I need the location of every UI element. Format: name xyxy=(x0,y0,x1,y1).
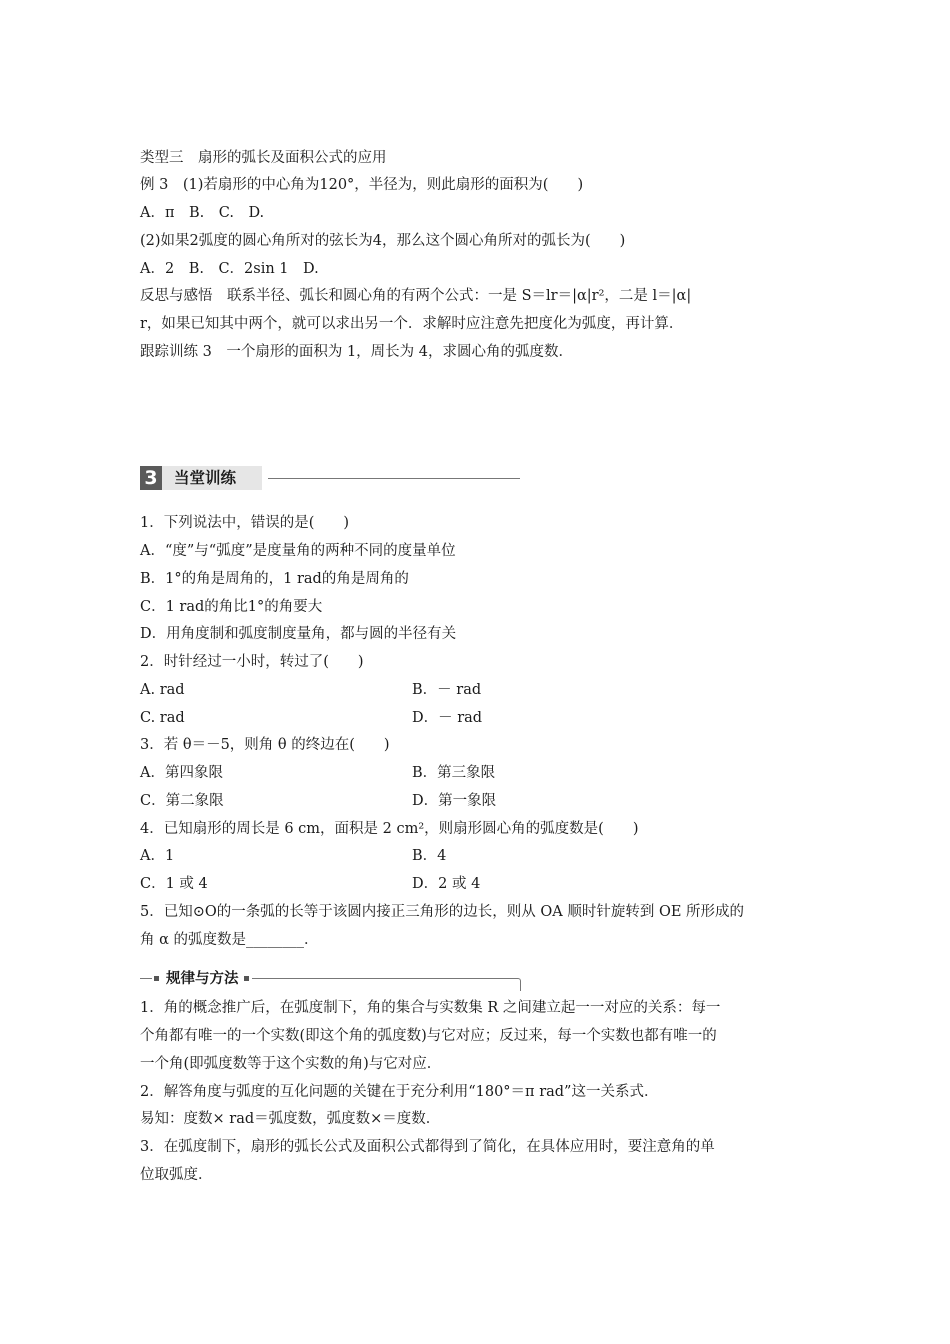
question-1-option-a: A．“度”与“弧度”是度量角的两种不同的度量单位 xyxy=(140,543,456,559)
question-5-line1: 5．已知⊙O的一条弧的长等于该圆内接正三角形的边长，则从 OA 顺时针旋转到 OE 所形成的 xyxy=(140,904,745,920)
type3-heading: 类型三 扇形的弧长及面积公式的应用 xyxy=(140,150,387,166)
rule-3-line1: 3．在弧度制下，扇形的弧长公式及面积公式都得到了简化，在具体应用时，要注意角的单 xyxy=(140,1139,715,1155)
question-3-option-d: D．第一象限 xyxy=(412,793,497,809)
question-1: 1．下列说法中，错误的是( ) xyxy=(140,515,350,531)
question-3-option-b: B．第三象限 xyxy=(412,765,496,781)
example3-part2-options: A．2 B. C．2sin 1 D. xyxy=(140,261,319,277)
question-2-option-c: C. rad xyxy=(140,710,185,726)
rules-title: 规律与方法 xyxy=(166,971,239,987)
section-number: 3 xyxy=(140,466,162,490)
question-2: 2．时针经过一小时，转过了( ) xyxy=(140,654,364,670)
question-4-option-d: D．2 或 4 xyxy=(412,876,481,892)
banner-rule xyxy=(268,478,520,479)
rule-2-line1: 2．解答角度与弧度的互化问题的关键在于充分利用“180°＝π rad”这一关系式． xyxy=(140,1084,659,1100)
rules-bullet-right xyxy=(244,976,249,981)
tracking-exercise-3: 跟踪训练 3 一个扇形的面积为 1，周长为 4，求圆心角的弧度数． xyxy=(140,344,574,360)
rule-1-line1: 1．角的概念推广后，在弧度制下，角的集合与实数集 R 之间建立起一一对应的关系：每一 xyxy=(140,1000,721,1016)
question-5-line2: 角 α 的弧度数是________． xyxy=(140,932,319,948)
question-4-option-b: B．4 xyxy=(412,848,447,864)
reflection-line2: r，如果已知其中两个，就可以求出另一个．求解时应注意先把度化为弧度，再计算． xyxy=(140,316,684,332)
question-1-option-b: B．1°的角是周角的，1 rad的角是周角的 xyxy=(140,571,409,587)
question-4: 4．已知扇形的周长是 6 cm，面积是 2 cm²，则扇形圆心角的弧度数是( ) xyxy=(140,821,639,837)
section-title: 当堂训练 xyxy=(162,466,262,490)
rules-bullet-left xyxy=(154,976,159,981)
question-4-option-c: C．1 或 4 xyxy=(140,876,208,892)
section-banner xyxy=(140,466,520,492)
rule-2-line2: 易知：度数× rad＝弧度数，弧度数×＝度数． xyxy=(140,1111,441,1127)
question-1-option-d: D．用角度制和弧度制度量角，都与圆的半径有关 xyxy=(140,626,457,642)
example3-part1: 例 3 (1)若扇形的中心角为120°，半径为，则此扇形的面积为( ) xyxy=(140,177,584,193)
question-2-option-b: B．－ rad xyxy=(412,682,482,698)
rule-1-line2: 个角都有唯一的一个实数(即这个角的弧度数)与它对应；反过来，每一个实数也都有唯一的 xyxy=(140,1028,717,1044)
example3-part2: (2)如果2弧度的圆心角所对的弦长为4，那么这个圆心角所对的弧长为( ) xyxy=(140,233,626,249)
reflection-line1: 反思与感悟 联系半径、弧长和圆心角的有两个公式：一是 S＝lr＝|α|r²，二是 l＝|α| xyxy=(140,288,692,304)
question-3-option-a: A．第四象限 xyxy=(140,765,223,781)
question-3-option-c: C．第二象限 xyxy=(140,793,224,809)
question-2-option-a: A. rad xyxy=(140,682,185,698)
question-3: 3．若 θ＝－5，则角 θ 的终边在( ) xyxy=(140,737,390,753)
rule-1-line3: 一个角(即弧度数等于这个实数的角)与它对应． xyxy=(140,1056,442,1072)
question-1-option-c: C．1 rad的角比1°的角要大 xyxy=(140,599,323,615)
question-2-option-d: D．－ rad xyxy=(412,710,483,726)
rule-3-line2: 位取弧度． xyxy=(140,1167,213,1183)
example3-part1-options: A．π B. C. D. xyxy=(140,205,265,221)
rules-box-header xyxy=(140,970,520,990)
question-4-option-a: A．1 xyxy=(140,848,175,864)
